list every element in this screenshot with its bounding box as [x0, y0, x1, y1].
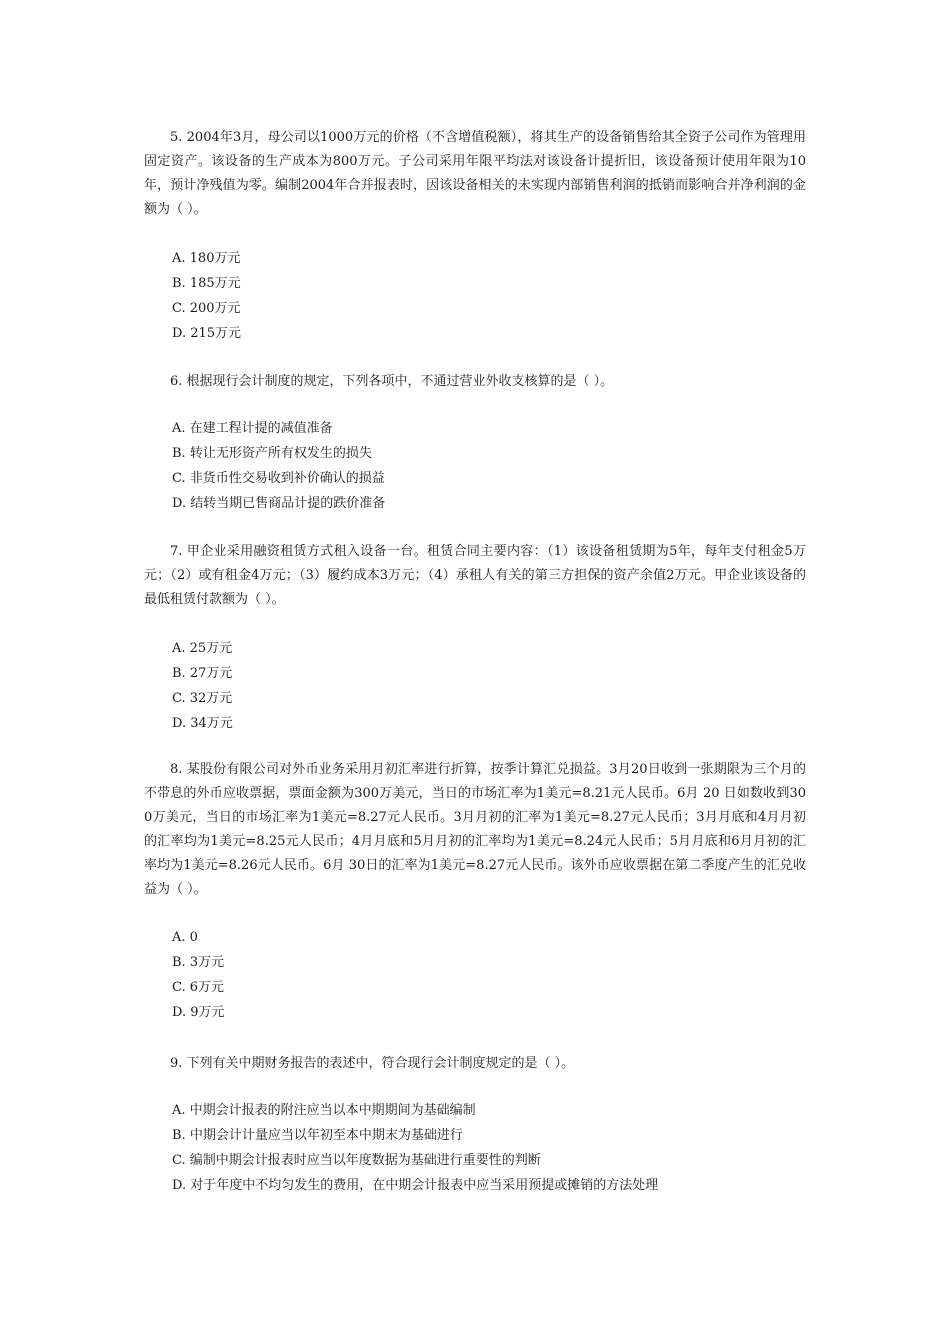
question-6-stem: 6. 根据现行会计制度的规定，下列各项中，不通过营业外收支核算的是（ ）。 — [170, 374, 614, 389]
question-6-option-d: D. 结转当期已售商品计提的跌价准备 — [172, 496, 386, 511]
question-9-option-a: A. 中期会计报表的附注应当以本中期期间为基础编制 — [172, 1103, 476, 1118]
question-5-stem: 5. 2004年3月，母公司以1000万元的价格（不含增值税额），将其生产的设备销售给其全资子公司作为管理用固定资产。该设备的生产成本为800万元。子公司采用年限平均法对该设备计提折旧，该设备预计使用年限为10年，预计净残值为零。编制2004年合并报表时，因该设备相关的未实现内部销售利润的抵销而影响合并净利润的金额为（ ）。 — [144, 130, 806, 217]
question-7-options — [144, 636, 806, 736]
question-9 — [144, 1052, 806, 1198]
question-8-option-b: B. 3万元 — [172, 955, 225, 970]
question-5-option-b: B. 185万元 — [172, 276, 241, 291]
question-9-option-d: D. 对于年度中不均匀发生的费用，在中期会计报表中应当采用预提或摊销的方法处理 — [172, 1178, 659, 1193]
question-7 — [144, 540, 806, 736]
question-5 — [144, 126, 806, 346]
question-7-option-c: C. 32万元 — [172, 691, 233, 706]
question-8-option-a: A. 0 — [172, 930, 198, 945]
question-7-option-d: D. 34万元 — [172, 716, 233, 731]
question-6-option-b: B. 转让无形资产所有权发生的损失 — [172, 446, 372, 461]
question-5-option-d: D. 215万元 — [172, 326, 242, 341]
question-8 — [144, 758, 806, 1025]
question-6-option-c: C. 非货币性交易收到补价确认的损益 — [172, 471, 385, 486]
question-6-option-a: A. 在建工程计提的减值准备 — [172, 421, 333, 436]
question-5-option-c: C. 200万元 — [172, 301, 241, 316]
question-5-option-a: A. 180万元 — [172, 251, 241, 266]
question-9-option-b: B. 中期会计计量应当以年初至本中期末为基础进行 — [172, 1128, 463, 1143]
question-9-stem: 9. 下列有关中期财务报告的表述中，符合现行会计制度规定的是（ ）。 — [170, 1056, 575, 1071]
question-6 — [144, 370, 806, 516]
question-7-option-b: B. 27万元 — [172, 666, 233, 681]
question-9-options — [144, 1098, 806, 1198]
question-8-options — [144, 925, 806, 1025]
question-7-option-a: A. 25万元 — [172, 641, 233, 656]
question-6-options — [144, 416, 806, 516]
question-5-options — [144, 246, 806, 346]
question-8-option-d: D. 9万元 — [172, 1005, 225, 1020]
question-8-stem: 8. 某股份有限公司对外币业务采用月初汇率进行折算，按季计算汇兑损益。3月20日收到一张期限为三个月的不带息的外币应收票据，票面金额为300万美元，当日的市场汇率为1美元=8.21元人民币。6月 20 日如数收到300万美元，当日的市场汇率为1美元=8.27元人民币。3月月初的汇率为1美元=8.27元人民币；3月月底和4月月初的汇率均为1美元=8.25元人民币；4月月底和5月月初的汇率均为1美元=8.24元人民币；5月月底和6月月初的汇率均为1美元=8.26元人民币。6月 30日的汇率为1美元=8.27元人民币。该外币应收票据在第二季度产生的汇兑收益为（ ）。 — [144, 762, 806, 897]
question-8-option-c: C. 6万元 — [172, 980, 225, 995]
question-7-stem: 7. 甲企业采用融资租赁方式租入设备一台。租赁合同主要内容：（1）该设备租赁期为5年，每年支付租金5万元；（2）或有租金4万元；（3）履约成本3万元；（4）承租人有关的第三方担保的资产余值2万元。甲企业该设备的最低租赁付款额为（ ）。 — [144, 544, 806, 607]
question-9-option-c: C. 编制中期会计报表时应当以年度数据为基础进行重要性的判断 — [172, 1153, 541, 1168]
